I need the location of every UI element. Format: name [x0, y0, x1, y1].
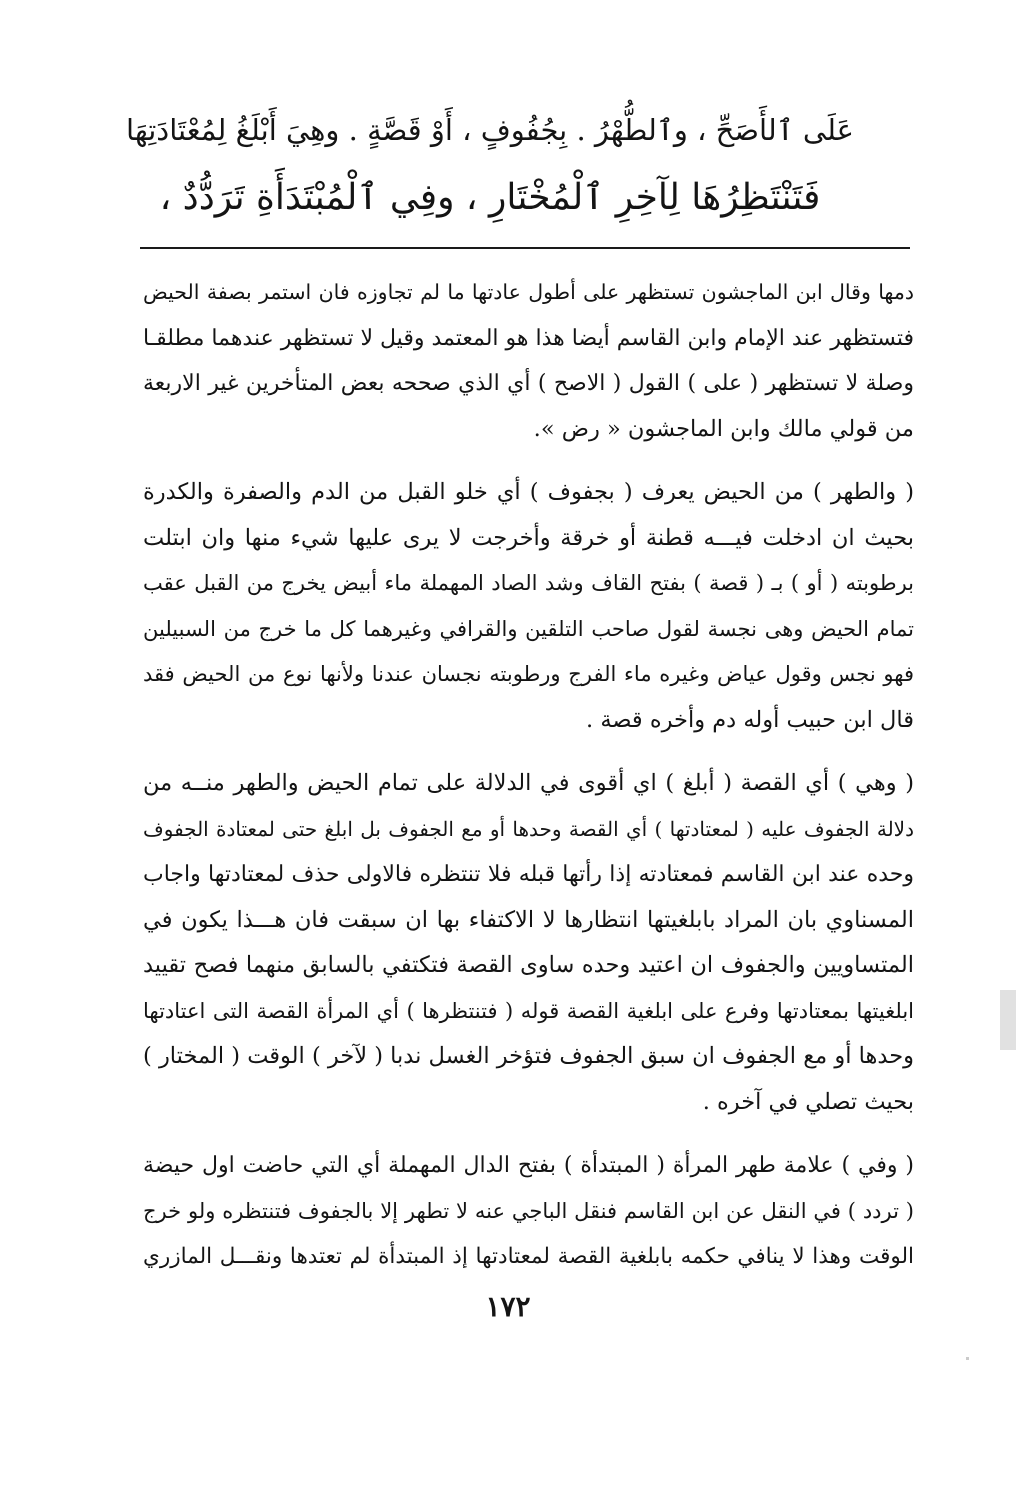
commentary-paragraph [143, 1143, 914, 1280]
commentary-text-block [143, 270, 914, 1298]
commentary-paragraph [143, 761, 914, 1125]
matn-text-block [120, 96, 860, 232]
text-line: وصلة لا تستظهر ( على ) القول ( الاصح ) أي الذي صححه بعض المتأخرين غير الاربعة [143, 371, 914, 396]
matn-line: عَلَى ٱلأَصَحِّ ، وٱلطُّهْرُ . بِجُفُوفٍ ، أَوْ قَصَّةٍ . وهِيَ أَبْلَغُ لِمُعْتَادَتِهَا [126, 113, 854, 147]
text-line: ( والطهر ) من الحيض يعرف ( بجفوف ) أي خلو القبل من الدم والصفرة والكدرة [143, 479, 914, 505]
commentary-paragraph [143, 270, 914, 452]
text-line: فهو نجس وقول عياض وغيره ماء الفرج ورطوبته نجسان عندنا ولأنها نوع من الحيض فقد [143, 662, 914, 686]
text-line: ( وفي ) علامة طهر المرأة ( المبتدأة ) بفتح الدال المهملة أي التي حاضت اول حيضة [143, 1153, 914, 1178]
commentary-paragraph [143, 470, 914, 743]
text-line: المسناوي بان المراد بابلغيتها انتظارها لا الاكتفاء بها ان سبقت فان هـــذا يكون في [143, 906, 914, 933]
text-line: وحدها أو مع الجفوف ان سبق الجفوف فتؤخر الغسل ندبا ( لآخر ) الوقت ( المختار ) [143, 1043, 914, 1069]
text-line: فتستظهر عند الإمام وابن القاسم أيضا هذا هو المعتمد وقيل لا تستظهر عندهما مطلقـا [143, 325, 914, 351]
text-line: بحيث ان ادخلت فيـــه قطنة أو خرقة وأخرجت لا يرى عليها شيء منها وان ابتلت [143, 524, 914, 551]
text-line: برطوبته ( أو ) بـ ( قصة ) بفتح القاف وشد الصاد المهملة ماء أبيض يخرج من القبل عقب [143, 571, 914, 595]
matn-line: فَتَنْتَظِرُهَا لِآخِرِ ٱلْمُخْتَارِ ، وفِي ٱلْمُبْتَدَأَةِ تَرَدُّدٌ ، [159, 177, 821, 218]
text-line: ( وهي ) أي القصة ( أبلغ ) اي أقوى في الدلالة على تمام الحيض والطهر منــه من [143, 770, 914, 796]
text-line: قال ابن حبيب أوله دم وأخره قصة . [586, 706, 914, 733]
text-line: بحيث تصلي في آخره . [702, 1088, 914, 1115]
separator-rule [140, 247, 910, 249]
text-line: دمها وقال ابن الماجشون تستظهر على أطول عادتها ما لم تجاوزه فان استمر بصفة الحيض [143, 280, 914, 304]
text-line: المتساويين والجفوف ان اعتيد وحده ساوى القصة فتكتفي بالسابق منهما فصح تقييد [143, 952, 914, 978]
scan-artifact [1000, 990, 1016, 1050]
scan-artifact [966, 1357, 969, 1360]
text-line: تمام الحيض وهى نجسة لقول صاحب التلقين والقرافي وغيرهما كل ما خرج من السبيلين [143, 616, 914, 641]
text-line: وحده عند ابن القاسم فمعتادته إذا رأتها قبله فلا تنتظره فالاولى حذف لمعتادتها واجاب [143, 862, 914, 887]
page-number: ١٧٢ [485, 1290, 531, 1323]
text-line: دلالة الجفوف عليه ( لمعتادتها ) أي القصة وحدها أو مع الجفوف بل ابلغ حتى لمعتادة الجفوف [143, 816, 914, 841]
text-line: الوقت وهذا لا ينافي حكمه بابلغية القصة لمعتادتها إذ المبتدأة لم تعتدها ونقـــل المازري [143, 1244, 914, 1269]
text-line: ( تردد ) في النقل عن ابن القاسم فنقل الباجي عنه لا تطهر إلا بالجفوف فتنتظره ولو خرج [143, 1198, 914, 1223]
text-line: من قولي مالك وابن الماجشون « رض ». [533, 415, 914, 442]
text-line: ابلغيتها بمعتادتها وفرع على ابلغية القصة قوله ( فتنتظرها ) أي المرأة القصة التى اعتادتها [143, 998, 914, 1023]
